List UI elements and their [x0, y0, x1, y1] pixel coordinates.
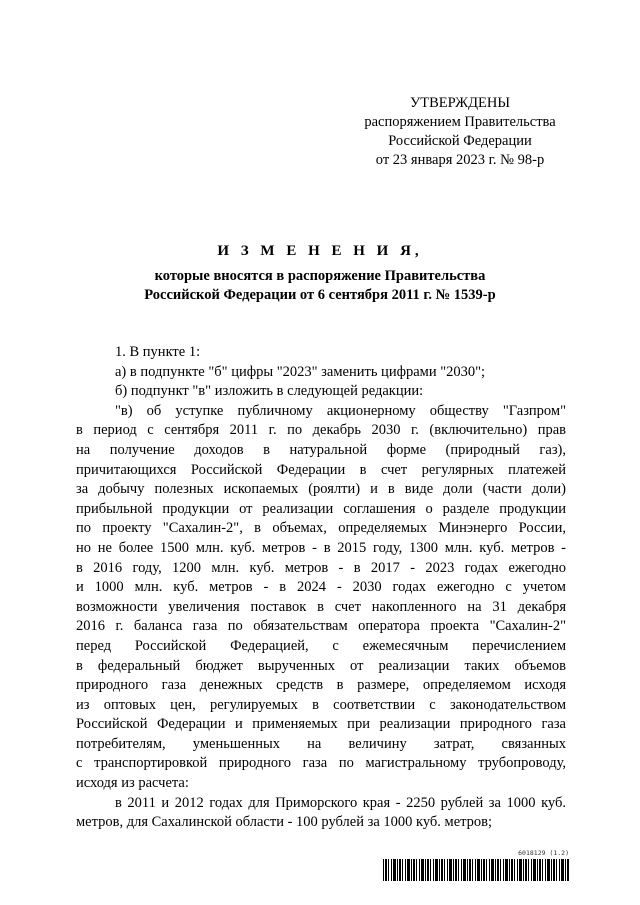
text-line: 1. В пункте 1: — [115, 344, 201, 360]
text-line: в 2011 и 2012 годах для Приморского края - 2250 рублей за 1000 куб. — [115, 794, 566, 811]
document-subtitle — [0, 267, 640, 305]
text-line: а) в подпункте "б" цифры "2023" заменить цифрами "2030"; — [115, 363, 486, 380]
text-line: 2016 г. баланса газа по обязательствам оператора проекта "Сахалин-2" — [76, 618, 566, 635]
text-line: но не более 1500 млн. куб. метров - в 2015 году, 1300 млн. куб. метров - — [76, 539, 566, 556]
approval-block — [340, 94, 580, 170]
text-line: причитающихся Российской Федерации в счет регулярных платежей — [76, 461, 566, 478]
document-body — [76, 343, 566, 833]
approval-line-2: Российской Федерации — [388, 133, 532, 149]
text-line: природного газа денежных средств в размере, определяемом исходя — [76, 677, 566, 694]
text-line: прибыльной продукции от реализации соглашения о разделе продукции — [76, 500, 566, 517]
text-line: и 1000 млн. куб. метров - в 2024 - 2030 годах ежегодно с учетом — [76, 579, 566, 596]
text-line: перед Российской Федерацией, с ежемесячным перечислением — [76, 637, 566, 654]
text-line: в федеральный бюджет вырученных от реализации таких объемов — [76, 657, 566, 674]
text-line: исходя из расчета: — [76, 775, 189, 792]
text-line: метров, для Сахалинской области - 100 рублей за 1000 куб. метров; — [76, 814, 493, 831]
text-line: б) подпункт "в" изложить в следующей редакции: — [115, 383, 424, 400]
text-line: возможности увеличения поставок в счет накопленного на 31 декабря — [76, 598, 566, 615]
barcode-number: 6018129 (1.2) — [518, 849, 569, 857]
barcode-block — [383, 849, 569, 883]
text-line: на получение доходов в натуральной форме (природный газ), — [76, 441, 566, 458]
text-line: в 2016 году, 1200 млн. куб. метров - в 2017 - 2023 годах ежегодно — [76, 559, 566, 576]
text-line: с транспортировкой природного газа по магистральному трубопроводу, — [76, 755, 566, 772]
text-line: потребителям, уменьшенных на величину затрат, связанных — [76, 735, 566, 752]
approval-heading: УТВЕРЖДЕНЫ — [409, 95, 511, 111]
subtitle-line-2: Российской Федерации от 6 сентября 2011 г. № 1539-р — [144, 287, 496, 303]
text-line: из оптовых цен, регулируемых в соответствии с законодательством — [76, 696, 566, 713]
text-line: "в) об уступке публичному акционерному обществу "Газпром" — [115, 402, 566, 419]
text-line: за добычу полезных ископаемых (роялти) и в виде доли (части доли) — [76, 481, 566, 498]
document-title: И З М Е Н Е Н И Я, — [217, 243, 423, 259]
text-line: в период с сентября 2011 г. по декабрь 2030 г. (включительно) прав — [76, 422, 566, 439]
text-line: Российской Федерации и применяемых при реализации природного газа — [76, 716, 566, 733]
subtitle-line-1: которые вносятся в распоряжение Правительства — [154, 268, 486, 284]
barcode-icon — [383, 859, 569, 881]
approval-line-1: распоряжением Правительства — [364, 114, 556, 130]
approval-line-3: от 23 января 2023 г. № 98-р — [375, 152, 545, 168]
text-line: по проекту "Сахалин-2", в объемах, определяемых Минэнерго России, — [76, 520, 566, 537]
